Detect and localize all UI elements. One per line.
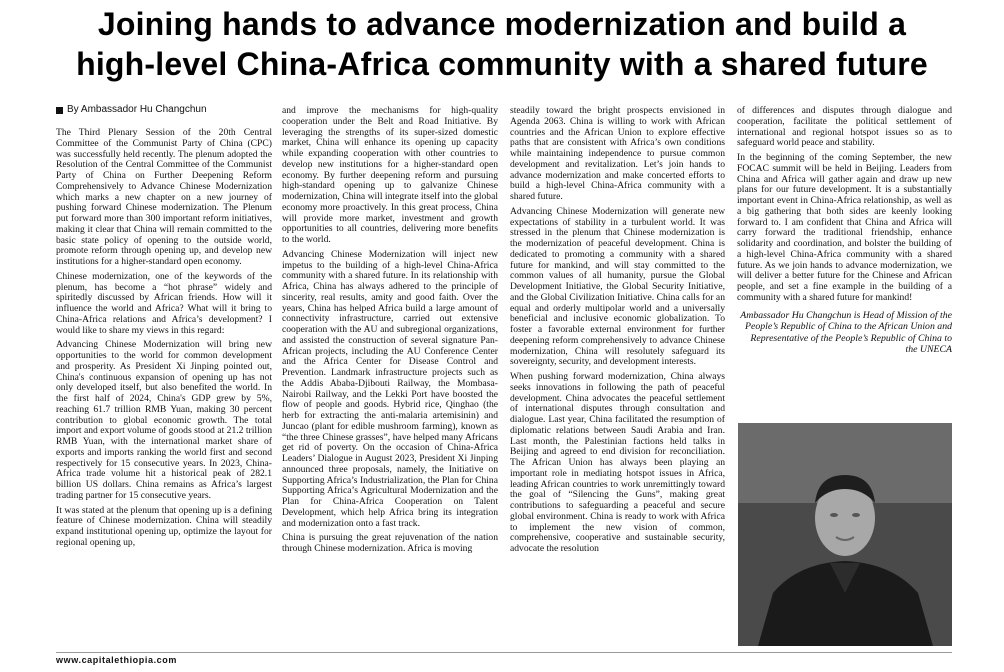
byline-text: By Ambassador Hu Changchun	[67, 104, 207, 115]
paragraph: steadily toward the bright prospects envisioned in Agenda 2063. China is willing to work with African countries and the African Union to explore effective paths that are consistent with Africa’s own conditions while maintaining independence to pursue common development and revitalization. Let’s join hands to advance modernization and make concerted efforts to build a high-level China-Africa community with a shared future.	[510, 105, 725, 202]
paragraph: It was stated at the plenum that opening up is a defining feature of Chinese modernization. China will steadily expand institutional opening up, optimize the layout for regional opening up,	[56, 504, 272, 548]
paragraph: China is pursuing the great rejuvenation of the nation through Chinese modernization. Africa is moving	[282, 532, 498, 554]
footer-divider	[56, 652, 952, 653]
paragraph: Advancing Chinese Modernization will generate new expectations of stability in a turbulent world. It was stressed in the plenum that Chinese modernization is the modernization of peaceful development. China is dedicated to promoting a community with a shared future for mankind, and will stay committed to the common values of all humanity, pursue the Global Development Initiative, the Global Security Initiative, and the Global Civilization Initiative. China calls for an equal and orderly multipolar world and a universally beneficial and inclusive economic globalization. To foster a favorable external environment for further deepening reform comprehensively to advance Chinese modernization, China will resolutely safeguard its sovereignty, security, and development interests.	[510, 205, 725, 368]
column-1	[56, 104, 272, 553]
headline-line-1: Joining hands to advance modernization and build a	[97, 6, 907, 42]
headline-line-2: high-level China-Africa community with a shared future	[76, 46, 928, 82]
paragraph: The Third Plenary Session of the 20th Central Committee of the Communist Party of China (CPC) was successfully held recently. The plenum adopted the Resolution of the Central Committee of the Communist Party of China on Further Deepening Reform Comprehensively to Advance Chinese Modernization which marks a new chapter on a new journey of pushing forward Chinese modernization. The Plenum put forward more than 300 important reform initiatives, making it clear that China will remain committed to the basic state policy of opening to the outside world, promote reform through opening up, and develop new institutions for a higher-standard open economy.	[56, 127, 272, 267]
paragraph: Chinese modernization, one of the keywords of the plenum, has become a “hot phrase” widely and spiritedly discussed by African friends. How will it influence the world and Africa? What will it bring to China-Africa relations and Africa’s development? I would like to share my views in this regard:	[56, 270, 272, 336]
column-3	[510, 106, 725, 559]
footer-url[interactable]: www.capitalethiopia.com	[56, 655, 177, 665]
author-caption: Ambassador Hu Changchun is Head of Mission of the People’s Republic of China to the African Union and Representative of the People’s Republic of China to the UNECA	[740, 309, 952, 355]
paragraph: In the beginning of the coming September, the new FOCAC summit will be held in Beijing. Leaders from China and Africa will gather again and draw up new plans for our future development. It is a substantially important event in China-Africa relationship, as well as a big gathering that both sides are keenly looking forward to. I am confident that China and Africa will carry forward the traditional friendship, enhance solidarity and coordination, and bolster the building of a high-level China-Africa community with a shared future. As we join hands to advance modernization, we will deliver a better future for the Chinese and African people, and set a fine example in the building of a community with a shared future for mankind!	[737, 152, 952, 303]
bullet-square-icon	[56, 107, 63, 114]
column-4	[737, 106, 952, 356]
paragraph: Advancing Chinese Modernization will inject new impetus to the building of a high-level China-Africa community with a shared future. In its relationship with Africa, China has always adhered to the principle of sincerity, real results, amity and good faith. Over the years, China has helped Africa build a large amount of connectivity infrastructure, carried out extensive cooperation with the AU and subregional organizations, and assisted the construction of several signature Pan-African projects, including the AU Conference Center and the Africa Center for Disease Control and Prevention. Landmark infrastructure projects such as the Addis Ababa-Djibouti Railway, the Mombasa-Nairobi Railway, and the Lekki Port have boosted the flow of people and goods. Hybrid rice, Qinghao (the herb for extracting the anti-malaria artemisinin) and Juncao (plant for edible mushroom farming), known as “the three Chinese grasses”, have helped many Africans get rid of poverty. On the occasion of China-Africa Leaders’ Dialogue in August 2023, President Xi Jinping announced three proposals, namely, the Initiative on Supporting Africa’s Industrialization, the Plan for China Supporting Africa’s Agricultural Modernization and the Plan for China-Africa Cooperation on Talent Development, which help Africa bring its integration and modernization onto a fast track.	[282, 248, 498, 529]
byline	[56, 104, 272, 116]
paragraph: Advancing Chinese Modernization will bring new opportunities to the world for common development and prosperity. As President Xi Jinping pointed out, China's continuous expansion of opening up has not only developed itself, but also benefited the world. In the first half of 2024, China's GDP grew by 5%, reaching 61.7 trillion RMB Yuan, making 30 percent contribution to global economic growth. The total import and export volume of goods stood at 21.2 trillion RMB Yuan, with the international market share of exports and imports ranking the world first and second respectively for 15 consecutive years. In 2023, China-Africa trade volume hit a historical peak of 282.1 billion US dollars. China remains as Africa’s largest trading partner for 15 consecutive years.	[56, 339, 272, 501]
author-photo	[738, 423, 952, 646]
headline	[0, 4, 1004, 84]
column-2	[282, 106, 498, 559]
paragraph: When pushing forward modernization, China always seeks innovations in following the path of peaceful development. China advocates the peaceful settlement of international disputes through consultation and dialogue. Last year, China facilitated the resumption of diplomatic relations between Saudi Arabia and Iran. Last month, the Palestinian factions held talks in Beijing and agreed to end division for reconciliation. The African Union has always been playing an important role in mediating hotspot issues in Africa, leading African countries to work unremittingly toward the goal of “Silencing the Guns”, making great contributions to safeguarding a peaceful and secure global environment. China is ready to work with Africa to implement the new vision of common, comprehensive, cooperative and sustainable security, advocate the resolution	[510, 371, 725, 554]
paragraph: of differences and disputes through dialogue and cooperation, facilitate the political settlement of international and regional hotspot issues so as to safeguard world peace and stability.	[737, 105, 952, 149]
portrait-image	[738, 423, 952, 646]
paragraph: and improve the mechanisms for high-quality cooperation under the Belt and Road Initiative. By leveraging the strengths of its super-sized domestic market, China will enhance its opening up capacity while expanding cooperation with other countries to develop new institutions for a higher-standard open economy. By further deepening reform and pursuing high-standard opening up to galvanize Chinese modernization, China will integrate itself into the global economy more proactively. In this great process, China will provide more market, investment and growth opportunities to all countries, delivering more benefits to the world.	[282, 105, 498, 245]
